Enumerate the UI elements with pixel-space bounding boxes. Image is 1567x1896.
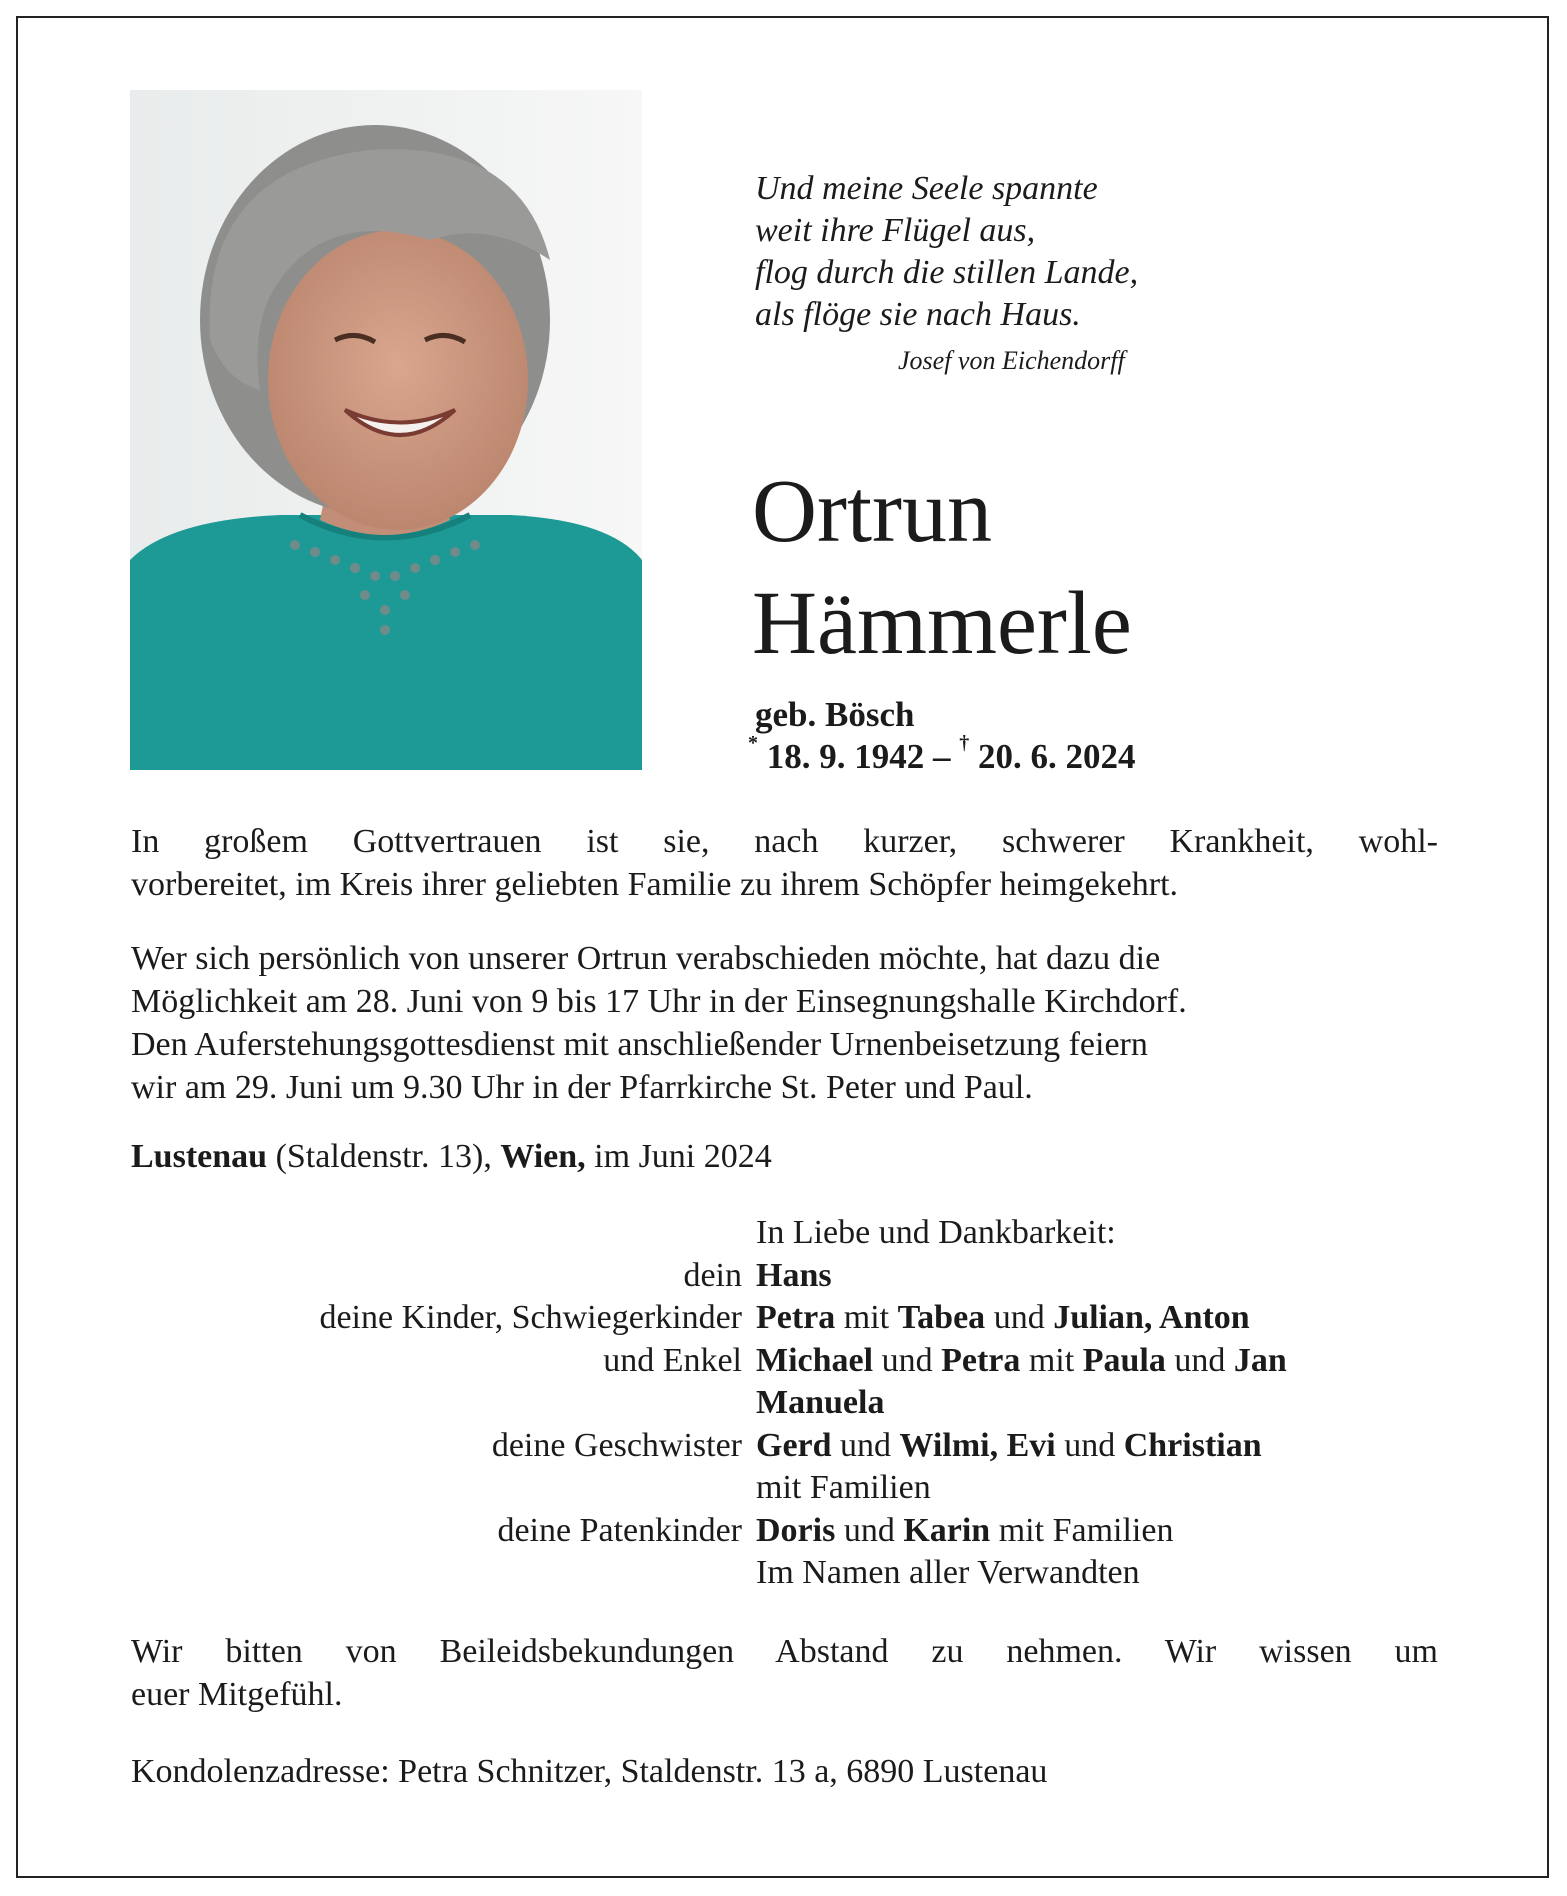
- poem: [755, 168, 1138, 336]
- family-name: Jan: [1233, 1341, 1287, 1379]
- family-name: Gerd: [756, 1426, 832, 1464]
- deceased-name: [752, 456, 1132, 680]
- family-name: Manuela: [756, 1384, 885, 1421]
- connector: und: [831, 1426, 900, 1464]
- poem-line: als flöge sie nach Haus.: [755, 296, 1081, 333]
- family-row: [131, 1467, 1431, 1510]
- connector: und: [1165, 1341, 1234, 1379]
- birth-date: 18. 9. 1942: [766, 737, 925, 776]
- relation-label: deine Patenkinder: [497, 1511, 742, 1549]
- text-line: vorbereitet, im Kreis ihrer geliebten Familie zu ihrem Schöpfer heimgekehrt.: [131, 866, 1179, 903]
- portrait-photo: [130, 90, 642, 770]
- text-line: wir am 29. Juni um 9.30 Uhr in der Pfarrkirche St. Peter und Paul.: [131, 1069, 1033, 1106]
- family-row: [131, 1297, 1431, 1340]
- poem-author: Josef von Eichendorff: [898, 346, 1125, 375]
- connector: und: [835, 1511, 904, 1549]
- relation-label: deine Geschwister: [491, 1426, 742, 1464]
- family-name: Paula: [1082, 1341, 1166, 1379]
- family-row: [131, 1340, 1431, 1383]
- family-name: Karin: [903, 1511, 991, 1549]
- text-line: Möglichkeit am 28. Juni von 9 bis 17 Uhr in der Einsegnungshalle Kirchdorf.: [131, 983, 1187, 1020]
- connector: und: [873, 1341, 942, 1379]
- family-intro: In Liebe und Dankbarkeit:: [756, 1214, 1116, 1251]
- family-name: Tabea: [897, 1299, 986, 1336]
- poem-line: Und meine Seele spannte: [755, 170, 1098, 207]
- relation-label: und Enkel: [603, 1341, 742, 1379]
- poem-line: weit ihre Flügel aus,: [755, 212, 1036, 249]
- family-name: Doris: [756, 1511, 836, 1549]
- family-name: Petra: [756, 1299, 836, 1336]
- family-row: [131, 1552, 1431, 1595]
- family-name: Hans: [756, 1256, 832, 1294]
- family-row: [131, 1510, 1431, 1553]
- family-name: Julian, Anton: [1053, 1299, 1250, 1336]
- connector: mit Familien: [990, 1511, 1174, 1549]
- family-note: mit Familien: [756, 1469, 931, 1506]
- family-name: Petra: [941, 1341, 1021, 1379]
- first-name: Ortrun: [752, 462, 992, 561]
- relation-label: dein: [683, 1256, 742, 1294]
- connector: und: [985, 1299, 1054, 1336]
- life-dates: [748, 732, 1136, 777]
- family-note: Im Namen aller Verwandten: [756, 1554, 1140, 1591]
- death-symbol: †: [959, 732, 970, 755]
- last-name: Hämmerle: [752, 574, 1132, 673]
- text-line: In großem Gottvertrauen ist sie, nach kurzer, schwerer Krankheit, wohl-: [131, 823, 1438, 860]
- text-line: Kondolenzadresse: Petra Schnitzer, Staldenstr. 13 a, 6890 Lustenau: [131, 1753, 1048, 1790]
- family-row: [131, 1382, 1431, 1425]
- birth-symbol: *: [748, 732, 758, 755]
- date-line: im Juni 2024: [585, 1138, 772, 1175]
- text-line: Wer sich persönlich von unserer Ortrun verabschieden möchte, hat dazu die: [131, 940, 1161, 977]
- family-name: Christian: [1123, 1426, 1262, 1464]
- connector: mit: [1020, 1341, 1083, 1379]
- family-list: [131, 1212, 1431, 1595]
- text-line: Wir bitten von Beileidsbekundungen Abstand zu nehmen. Wir wissen um: [131, 1633, 1438, 1670]
- connector: mit: [835, 1299, 898, 1336]
- family-row: [131, 1425, 1431, 1468]
- paragraph-announcement: [131, 820, 1438, 906]
- city-lustenau: Lustenau: [131, 1138, 268, 1175]
- paragraph-funeral-details: [131, 937, 1438, 1109]
- address: (Staldenstr. 13),: [267, 1138, 501, 1175]
- poem-line: flog durch die stillen Lande,: [755, 254, 1139, 291]
- relation-label: deine Kinder, Schwiegerkinder: [319, 1299, 742, 1336]
- death-date: 20. 6. 2024: [978, 737, 1136, 776]
- family-row: [131, 1255, 1431, 1298]
- condolence-address: [131, 1750, 1438, 1793]
- family-name: Michael: [756, 1341, 874, 1379]
- text-line: euer Mitgefühl.: [131, 1676, 343, 1713]
- city-wien: Wien,: [500, 1138, 586, 1175]
- connector: und: [1055, 1426, 1124, 1464]
- date-dash: –: [924, 737, 960, 776]
- text-line: Den Auferstehungsgottesdienst mit anschließender Urnenbeisetzung feiern: [131, 1026, 1148, 1063]
- maiden-name: geb. Bösch: [755, 695, 915, 734]
- family-name: Wilmi, Evi: [899, 1426, 1056, 1464]
- paragraph-request: [131, 1630, 1438, 1716]
- place-date-line: [131, 1138, 772, 1176]
